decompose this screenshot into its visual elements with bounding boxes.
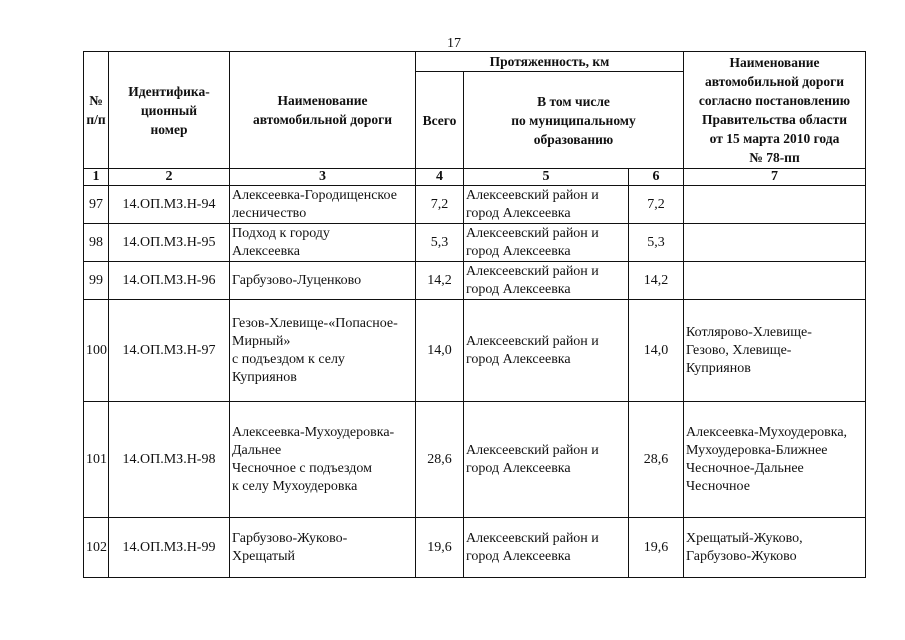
row-identifier: 14.ОП.МЗ.Н-94 xyxy=(109,186,230,224)
row-number: 97 xyxy=(84,186,109,224)
row-identifier: 14.ОП.МЗ.Н-96 xyxy=(109,262,230,300)
page-number: 17 xyxy=(447,36,461,51)
row-total-length: 5,3 xyxy=(416,224,464,262)
row-road-name: Гарбузово-Жуково- Хрещатый xyxy=(230,518,416,578)
header-decree-name: Наименование автомобильной дороги согласно постановлению Правительства области от 15 марта 2010 года № 78-пп xyxy=(684,52,866,169)
column-number: 7 xyxy=(684,169,866,186)
column-number: 6 xyxy=(629,169,684,186)
table-row xyxy=(84,262,866,300)
row-decree-name xyxy=(684,186,866,224)
column-number: 4 xyxy=(416,169,464,186)
column-number: 2 xyxy=(109,169,230,186)
row-municipality: Алексеевский район и город Алексеевка xyxy=(464,186,629,224)
row-identifier: 14.ОП.МЗ.Н-95 xyxy=(109,224,230,262)
table-row xyxy=(84,300,866,402)
header-municipality: В том числе по муниципальному образованию xyxy=(464,72,684,169)
row-total-length: 19,6 xyxy=(416,518,464,578)
row-municipality: Алексеевский район и город Алексеевка xyxy=(464,300,629,402)
table-row xyxy=(84,224,866,262)
row-municipality: Алексеевский район и город Алексеевка xyxy=(464,262,629,300)
column-number: 5 xyxy=(464,169,629,186)
header-identifier: Идентифика- ционный номер xyxy=(109,52,230,169)
row-municipality-length: 28,6 xyxy=(629,402,684,518)
row-identifier: 14.ОП.МЗ.Н-98 xyxy=(109,402,230,518)
row-road-name: Алексеевка-Мухоудеровка- Дальнее Чесночное с подъездом к селу Мухоудеровка xyxy=(230,402,416,518)
row-road-name: Гарбузово-Луценково xyxy=(230,262,416,300)
header-total: Всего xyxy=(416,72,464,169)
row-decree-name xyxy=(684,224,866,262)
header-number: № п/п xyxy=(84,52,109,169)
table-row xyxy=(84,518,866,578)
row-road-name: Подход к городу Алексеевка xyxy=(230,224,416,262)
column-number: 1 xyxy=(84,169,109,186)
row-municipality: Алексеевский район и город Алексеевка xyxy=(464,518,629,578)
row-total-length: 14,2 xyxy=(416,262,464,300)
row-decree-name: Хрещатый-Жуково, Гарбузово-Жуково xyxy=(684,518,866,578)
row-identifier: 14.ОП.МЗ.Н-97 xyxy=(109,300,230,402)
row-municipality: Алексеевский район и город Алексеевка xyxy=(464,224,629,262)
row-number: 98 xyxy=(84,224,109,262)
row-decree-name xyxy=(684,262,866,300)
header-road-name: Наименование автомобильной дороги xyxy=(230,52,416,169)
row-identifier: 14.ОП.МЗ.Н-99 xyxy=(109,518,230,578)
header-length-group: Протяженность, км xyxy=(416,52,684,72)
row-road-name: Алексеевка-Городищенское лесничество xyxy=(230,186,416,224)
row-municipality-length: 5,3 xyxy=(629,224,684,262)
table-row xyxy=(84,402,866,518)
row-municipality-length: 19,6 xyxy=(629,518,684,578)
row-total-length: 28,6 xyxy=(416,402,464,518)
row-total-length: 7,2 xyxy=(416,186,464,224)
row-municipality-length: 14,0 xyxy=(629,300,684,402)
row-number: 99 xyxy=(84,262,109,300)
row-municipality-length: 14,2 xyxy=(629,262,684,300)
column-numbers-row xyxy=(84,169,866,186)
row-municipality-length: 7,2 xyxy=(629,186,684,224)
row-decree-name: Алексеевка-Мухоудеровка, Мухоудеровка-Ближнее Чесночное-Дальнее Чесночное xyxy=(684,402,866,518)
row-total-length: 14,0 xyxy=(416,300,464,402)
row-number: 100 xyxy=(84,300,109,402)
row-number: 101 xyxy=(84,402,109,518)
roads-table xyxy=(83,51,866,578)
row-road-name: Гезов-Хлевище-«Попасное- Мирный» с подъездом к селу Куприянов xyxy=(230,300,416,402)
table-row xyxy=(84,186,866,224)
row-decree-name: Котлярово-Хлевище- Гезово, Хлевище- Куприянов xyxy=(684,300,866,402)
column-number: 3 xyxy=(230,169,416,186)
row-municipality: Алексеевский район и город Алексеевка xyxy=(464,402,629,518)
row-number: 102 xyxy=(84,518,109,578)
